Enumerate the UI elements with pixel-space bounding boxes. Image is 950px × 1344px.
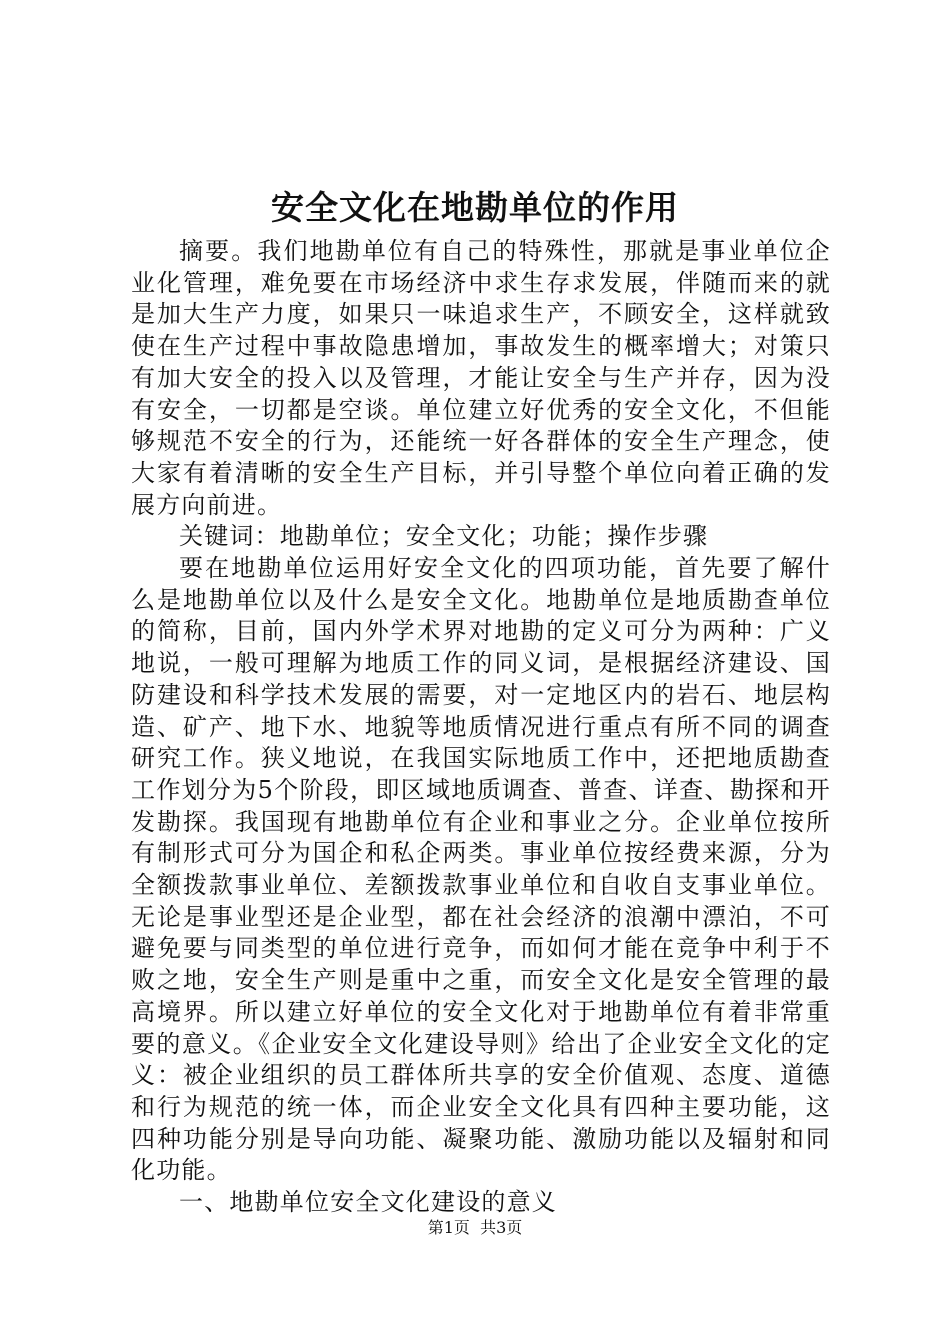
abstract-paragraph: 摘要。我们地勘单位有自己的特殊性，那就是事业单位企业化管理，难免要在市场经济中求生存求发展，伴随而来的就是加大生产力度，如果只一味追求生产，不顾安全，这样就致使在生产过程中事故隐患增加，事故发生的概率增大；对策只有加大安全的投入以及管理，才能让安全与生产并存，因为没有安全，一切都是空谈。单位建立好优秀的安全文化，不但能够规范不安全的行为，还能统一好各群体的安全生产理念，使大家有着清晰的安全生产目标，并引导整个单位向着正确的发展方向前进。 <box>131 237 831 519</box>
body-paragraph: 要在地勘单位运用好安全文化的四项功能，首先要了解什么是地勘单位以及什么是安全文化。地勘单位是地质勘查单位的简称，目前，国内外学术界对地勘的定义可分为两种：广义地说，一般可理解为地质工作的同义词，是根据经济建设、国防建设和科学技术发展的需要，对一定地区内的岩石、地层构造、矿产、地下水、地貌等地质情况进行重点有所不同的调查研究工作。狭义地说，在我国实际地质工作中，还把地质勘查工作划分为5个阶段，即区域地质调查、普查、详查、勘探和开发勘探。我国现有地勘单位有企业和事业之分。企业单位按所有制形式可分为国企和私企两类。事业单位按经费来源，分为全额拨款事业单位、差额拨款事业单位和自收自支事业单位。无论是事业型还是企业型，都在社会经济的浪潮中漂泊，不可避免要与同类型的单位进行竞争，而如何才能在竞争中利于不败之地，安全生产则是重中之重，而安全文化是安全管理的最高境界。所以建立好单位的安全文化对于地勘单位有着非常重要的意义。《企业安全文化建设导则》给出了企业安全文化的定义：被企业组织的员工群体所共享的安全价值观、态度、道德和行为规范的统一体，而企业安全文化具有四种主要功能，这四种功能分别是导向功能、凝聚功能、激励功能以及辐射和同化功能。 <box>131 554 831 1185</box>
document-body <box>131 236 831 1219</box>
section-heading: 一、地勘单位安全文化建设的意义 <box>179 1188 557 1217</box>
document-title: 安全文化在地勘单位的作用 <box>271 188 679 227</box>
keywords-line: 关键词：地勘单位；安全文化；功能；操作步骤 <box>179 522 709 551</box>
page-footer: 第1页 共3页 <box>427 1218 523 1237</box>
